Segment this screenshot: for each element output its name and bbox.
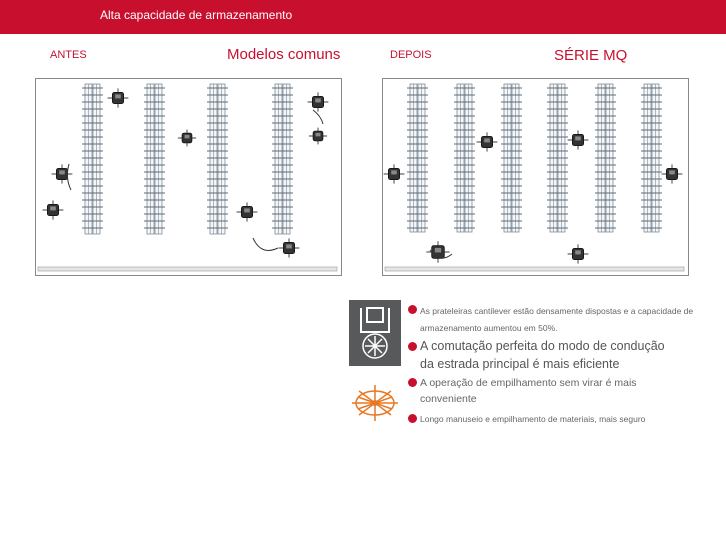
before-tag: ANTES [50,49,87,61]
benefit-line: A comutação perfeita do modo de condução [420,339,665,353]
floor-rail [385,267,684,271]
benefit-line: armazenamento aumentou em 50%. [420,323,558,333]
warehouse-layout-before [35,78,342,276]
bullet-dot [408,378,417,387]
after-tag: DEPOIS [390,49,432,61]
omnidirectional-arrows-icon [349,381,401,425]
warehouse-layout-after [382,78,689,276]
benefit-line: da estrada principal é mais eficiente [420,357,620,371]
forklift-multidirection-icon [349,300,401,366]
floor-rail [38,267,337,271]
bullet-dot [408,414,417,423]
after-heading: SÉRIE MQ [554,47,628,64]
benefit-line: As prateleiras cantilever estão densamente dispostas e a capacidade de [420,306,694,316]
bullet-dot [408,305,417,314]
benefit-line: A operação de empilhamento sem virar é mais [420,377,637,389]
header-title: Alta capacidade de armazenamento [100,8,293,22]
benefit-line: Longo manuseio e empilhamento de materiais, mais seguro [420,414,646,424]
benefit-line: conveniente [420,393,477,405]
bullet-dot [408,342,417,351]
before-heading: Modelos comuns [227,46,341,63]
header-banner [0,0,726,34]
